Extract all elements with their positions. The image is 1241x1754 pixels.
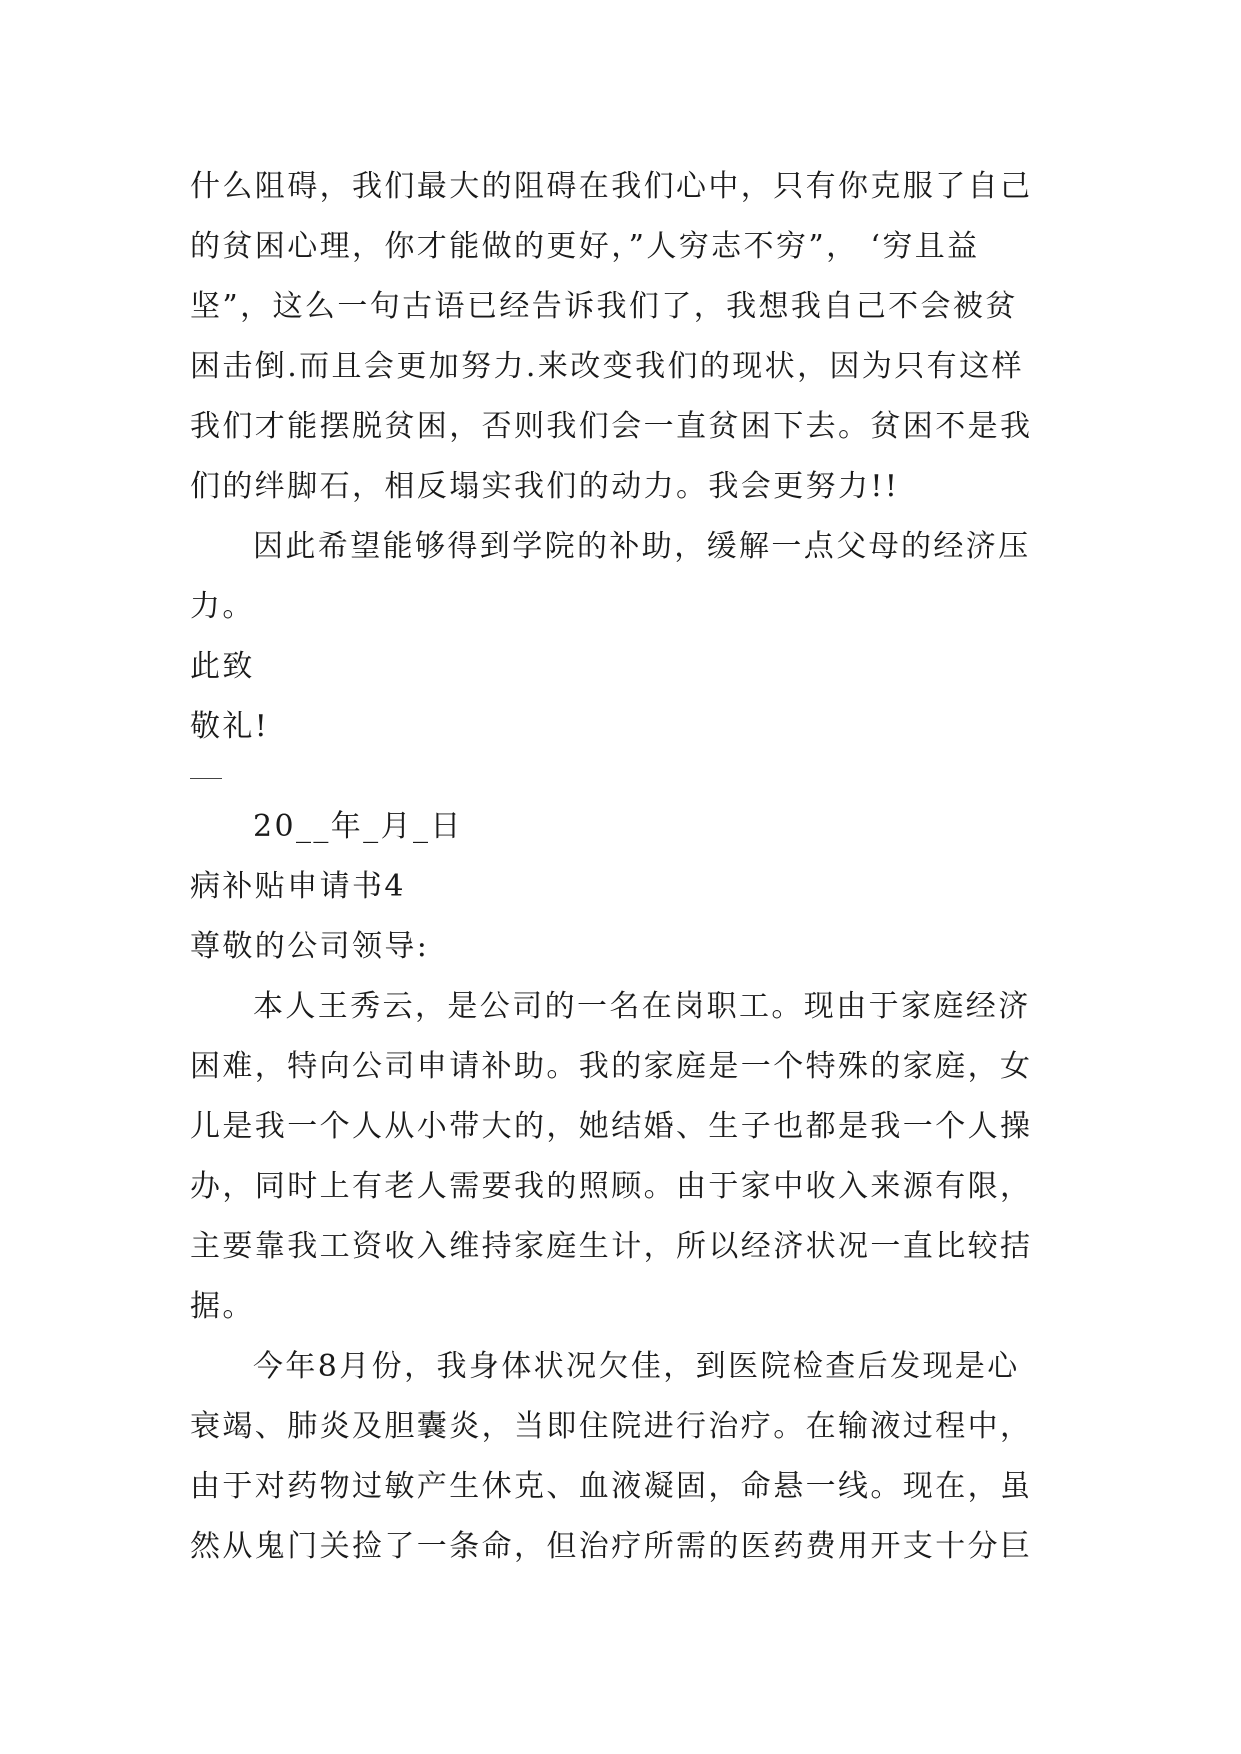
paragraph-3-line: 主要靠我工资收入维持家庭生计，所以经济状况一直比较拮 — [190, 1229, 1033, 1264]
date-line: 20__年_月_日 — [253, 809, 463, 844]
paragraph-3-line: 儿是我一个人从小带大的，她结婚、生子也都是我一个人操 — [190, 1109, 1033, 1144]
paragraph-1-line: 什么阻碍，我们最大的阻碍在我们心中，只有你克服了自己 — [190, 169, 1033, 204]
salutation: 尊敬的公司领导: — [190, 929, 430, 964]
paragraph-1-line: 坚”，这么一句古语已经告诉我们了，我想我自己不会被贫 — [190, 289, 1018, 324]
closing-line: 此致 — [190, 649, 255, 684]
paragraph-1-line: 的贫困心理，你才能做的更好，”人穷志不穷”， ‘穷且益 — [190, 229, 980, 264]
paragraph-4-line: 今年8月份，我身体状况欠佳，到医院检查后发现是心 — [253, 1349, 1020, 1384]
closing-line: 敬礼! — [190, 709, 270, 744]
paragraph-4-line: 衰竭、肺炎及胆囊炎，当即住院进行治疗。在输液过程中， — [190, 1409, 1033, 1444]
paragraph-1-line: 们的绊脚石，相反塌实我们的动力。我会更努力!! — [190, 469, 900, 504]
paragraph-1-line: 困击倒.而且会更加努力.来改变我们的现状，因为只有这样 — [190, 349, 1024, 384]
paragraph-4-line: 由于对药物过敏产生休克、血液凝固，命悬一线。现在，虽 — [190, 1469, 1033, 1504]
paragraph-1-line: 我们才能摆脱贫困，否则我们会一直贫困下去。贫困不是我 — [190, 409, 1033, 444]
paragraph-3-line: 据。 — [190, 1289, 255, 1324]
paragraph-3-line: 本人王秀云，是公司的一名在岗职工。现由于家庭经济 — [253, 989, 1031, 1024]
paragraph-2-line: 因此希望能够得到学院的补助，缓解一点父母的经济压 — [253, 529, 1031, 564]
signature-rule — [190, 778, 222, 779]
section-title: 病补贴申请书4 — [190, 869, 406, 904]
paragraph-3-line: 困难，特向公司申请补助。我的家庭是一个特殊的家庭，女 — [190, 1049, 1033, 1084]
paragraph-3-line: 办，同时上有老人需要我的照顾。由于家中收入来源有限， — [190, 1169, 1033, 1204]
paragraph-4-line: 然从鬼门关捡了一条命，但治疗所需的医药费用开支十分巨 — [190, 1529, 1033, 1564]
paragraph-2-line: 力。 — [190, 589, 255, 624]
